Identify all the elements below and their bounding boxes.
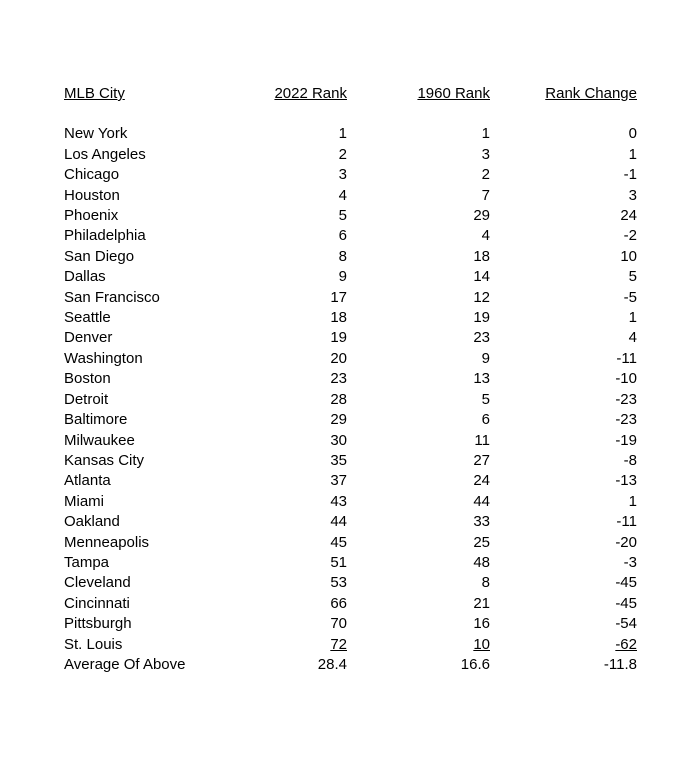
cell-1960-rank: 6 bbox=[481, 411, 490, 429]
cell-2022-rank: 4 bbox=[338, 186, 347, 204]
cell-2022-rank: 30 bbox=[330, 431, 347, 449]
cell-city: Detroit bbox=[64, 390, 109, 408]
cell-rank-change: -45 bbox=[615, 594, 637, 612]
cell-1960-rank: 2 bbox=[481, 166, 490, 184]
table-row bbox=[64, 165, 637, 185]
cell-rank-change: 10 bbox=[620, 247, 637, 265]
table-row bbox=[64, 594, 637, 614]
table-row bbox=[64, 553, 637, 573]
table-row bbox=[64, 614, 637, 634]
cell-rank-change: 0 bbox=[628, 125, 637, 143]
cell-1960-rank: 27 bbox=[473, 451, 490, 469]
cell-2022-rank: 43 bbox=[330, 492, 347, 510]
cell-city: Boston bbox=[64, 370, 111, 388]
header-1960-rank-label: 1960 Rank bbox=[417, 85, 490, 102]
mlb-city-rank-table bbox=[64, 84, 637, 675]
cell-1960-rank: 24 bbox=[473, 472, 490, 490]
cell-2022-rank: 2 bbox=[338, 145, 347, 163]
table-row bbox=[64, 655, 637, 675]
cell-rank-change: 24 bbox=[620, 207, 637, 225]
cell-city: Oakland bbox=[64, 513, 120, 531]
table-row bbox=[64, 308, 637, 328]
table-row bbox=[64, 410, 637, 430]
cell-1960-rank: 21 bbox=[473, 594, 490, 612]
cell-city: St. Louis bbox=[64, 635, 123, 653]
cell-city: Denver bbox=[64, 329, 113, 347]
cell-rank-change: -62 bbox=[615, 635, 637, 653]
cell-city: Seattle bbox=[64, 309, 111, 327]
cell-1960-rank: 19 bbox=[473, 309, 490, 327]
table-row bbox=[64, 512, 637, 532]
cell-2022-rank: 66 bbox=[330, 594, 347, 612]
cell-city: Los Angeles bbox=[64, 145, 146, 163]
cell-rank-change: -2 bbox=[623, 227, 637, 245]
table-row bbox=[64, 492, 637, 512]
cell-city: Miami bbox=[64, 492, 104, 510]
cell-2022-rank: 17 bbox=[330, 288, 347, 306]
cell-1960-rank: 16.6 bbox=[460, 655, 490, 673]
cell-rank-change: -8 bbox=[623, 451, 637, 469]
cell-2022-rank: 1 bbox=[338, 125, 347, 143]
table-row bbox=[64, 635, 637, 655]
cell-1960-rank: 12 bbox=[473, 288, 490, 306]
cell-1960-rank: 33 bbox=[473, 513, 490, 531]
cell-2022-rank: 51 bbox=[330, 553, 347, 571]
cell-rank-change: -20 bbox=[615, 533, 637, 551]
cell-city: New York bbox=[64, 125, 128, 143]
cell-1960-rank: 5 bbox=[481, 390, 490, 408]
header-rank-change bbox=[490, 84, 637, 124]
cell-2022-rank: 5 bbox=[338, 207, 347, 225]
header-2022-rank-label: 2022 Rank bbox=[274, 85, 347, 102]
table-row bbox=[64, 124, 637, 144]
cell-2022-rank: 18 bbox=[330, 309, 347, 327]
cell-rank-change: 1 bbox=[628, 145, 637, 163]
cell-city: Phoenix bbox=[64, 207, 119, 225]
table-row bbox=[64, 451, 637, 471]
cell-2022-rank: 53 bbox=[330, 574, 347, 592]
table-body bbox=[64, 124, 637, 675]
cell-rank-change: -23 bbox=[615, 390, 637, 408]
table-header-row bbox=[64, 84, 637, 124]
cell-1960-rank: 25 bbox=[473, 533, 490, 551]
table-row bbox=[64, 145, 637, 165]
table-row bbox=[64, 471, 637, 491]
cell-rank-change: -11 bbox=[616, 513, 637, 531]
cell-city: Washington bbox=[64, 349, 143, 367]
cell-2022-rank: 3 bbox=[338, 166, 347, 184]
cell-rank-change: -1 bbox=[623, 166, 637, 184]
cell-rank-change: -54 bbox=[615, 615, 637, 633]
cell-2022-rank: 19 bbox=[330, 329, 347, 347]
cell-1960-rank: 14 bbox=[473, 268, 490, 286]
cell-1960-rank: 16 bbox=[473, 615, 490, 633]
cell-2022-rank: 6 bbox=[338, 227, 347, 245]
cell-2022-rank: 23 bbox=[330, 370, 347, 388]
cell-1960-rank: 10 bbox=[473, 635, 490, 653]
cell-rank-change: 5 bbox=[628, 268, 637, 286]
table-row bbox=[64, 288, 637, 308]
cell-city: Kansas City bbox=[64, 451, 145, 469]
cell-city: Average Of Above bbox=[64, 655, 186, 673]
cell-1960-rank: 13 bbox=[473, 370, 490, 388]
cell-rank-change: -10 bbox=[615, 370, 637, 388]
cell-city: Cincinnati bbox=[64, 594, 130, 612]
cell-rank-change: -11 bbox=[616, 349, 637, 367]
cell-2022-rank: 70 bbox=[330, 615, 347, 633]
header-rank-change-label: Rank Change bbox=[545, 85, 637, 102]
cell-1960-rank: 11 bbox=[474, 431, 490, 449]
cell-2022-rank: 20 bbox=[330, 349, 347, 367]
table-row bbox=[64, 226, 637, 246]
cell-2022-rank: 29 bbox=[330, 411, 347, 429]
cell-1960-rank: 7 bbox=[481, 186, 490, 204]
cell-2022-rank: 35 bbox=[330, 451, 347, 469]
header-1960-rank bbox=[347, 84, 490, 124]
table-row bbox=[64, 533, 637, 553]
table-row bbox=[64, 431, 637, 451]
cell-city: Baltimore bbox=[64, 411, 128, 429]
cell-2022-rank: 9 bbox=[338, 268, 347, 286]
cell-city: Tampa bbox=[64, 553, 110, 571]
cell-1960-rank: 48 bbox=[473, 553, 490, 571]
cell-city: Cleveland bbox=[64, 574, 131, 592]
cell-city: Philadelphia bbox=[64, 227, 146, 245]
table-row bbox=[64, 186, 637, 206]
table-row bbox=[64, 390, 637, 410]
cell-rank-change: 4 bbox=[628, 329, 637, 347]
table-row bbox=[64, 328, 637, 348]
cell-2022-rank: 8 bbox=[338, 247, 347, 265]
cell-1960-rank: 18 bbox=[473, 247, 490, 265]
cell-rank-change: -23 bbox=[615, 411, 637, 429]
header-mlb-city bbox=[64, 84, 264, 124]
cell-2022-rank: 37 bbox=[330, 472, 347, 490]
cell-1960-rank: 8 bbox=[481, 574, 490, 592]
header-2022-rank bbox=[264, 84, 347, 124]
table-row bbox=[64, 206, 637, 226]
cell-rank-change: -5 bbox=[623, 288, 637, 306]
cell-1960-rank: 4 bbox=[481, 227, 490, 245]
cell-rank-change: -3 bbox=[623, 553, 637, 571]
cell-1960-rank: 1 bbox=[481, 125, 490, 143]
cell-rank-change: 3 bbox=[628, 186, 637, 204]
table-row bbox=[64, 247, 637, 267]
table-row bbox=[64, 349, 637, 369]
cell-rank-change: 1 bbox=[628, 492, 637, 510]
cell-rank-change: -11.8 bbox=[603, 655, 637, 673]
table-row bbox=[64, 267, 637, 287]
cell-2022-rank: 28.4 bbox=[317, 655, 347, 673]
cell-1960-rank: 29 bbox=[473, 207, 490, 225]
cell-rank-change: -45 bbox=[615, 574, 637, 592]
cell-city: Milwaukee bbox=[64, 431, 135, 449]
cell-2022-rank: 72 bbox=[330, 635, 347, 653]
cell-2022-rank: 45 bbox=[330, 533, 347, 551]
cell-2022-rank: 28 bbox=[330, 390, 347, 408]
cell-rank-change: 1 bbox=[628, 309, 637, 327]
table-row bbox=[64, 573, 637, 593]
cell-1960-rank: 44 bbox=[473, 492, 490, 510]
header-mlb-city-label: MLB City bbox=[64, 85, 125, 102]
cell-city: San Francisco bbox=[64, 288, 160, 306]
cell-1960-rank: 23 bbox=[473, 329, 490, 347]
cell-city: Pittsburgh bbox=[64, 615, 132, 633]
cell-1960-rank: 9 bbox=[481, 349, 490, 367]
cell-city: Dallas bbox=[64, 268, 106, 286]
cell-city: Chicago bbox=[64, 166, 120, 184]
cell-city: Houston bbox=[64, 186, 120, 204]
cell-rank-change: -13 bbox=[615, 472, 637, 490]
cell-2022-rank: 44 bbox=[330, 513, 347, 531]
cell-city: Menneapolis bbox=[64, 533, 150, 551]
cell-city: Atlanta bbox=[64, 472, 111, 490]
cell-1960-rank: 3 bbox=[481, 145, 490, 163]
table-row bbox=[64, 369, 637, 389]
cell-city: San Diego bbox=[64, 247, 135, 265]
cell-rank-change: -19 bbox=[615, 431, 637, 449]
